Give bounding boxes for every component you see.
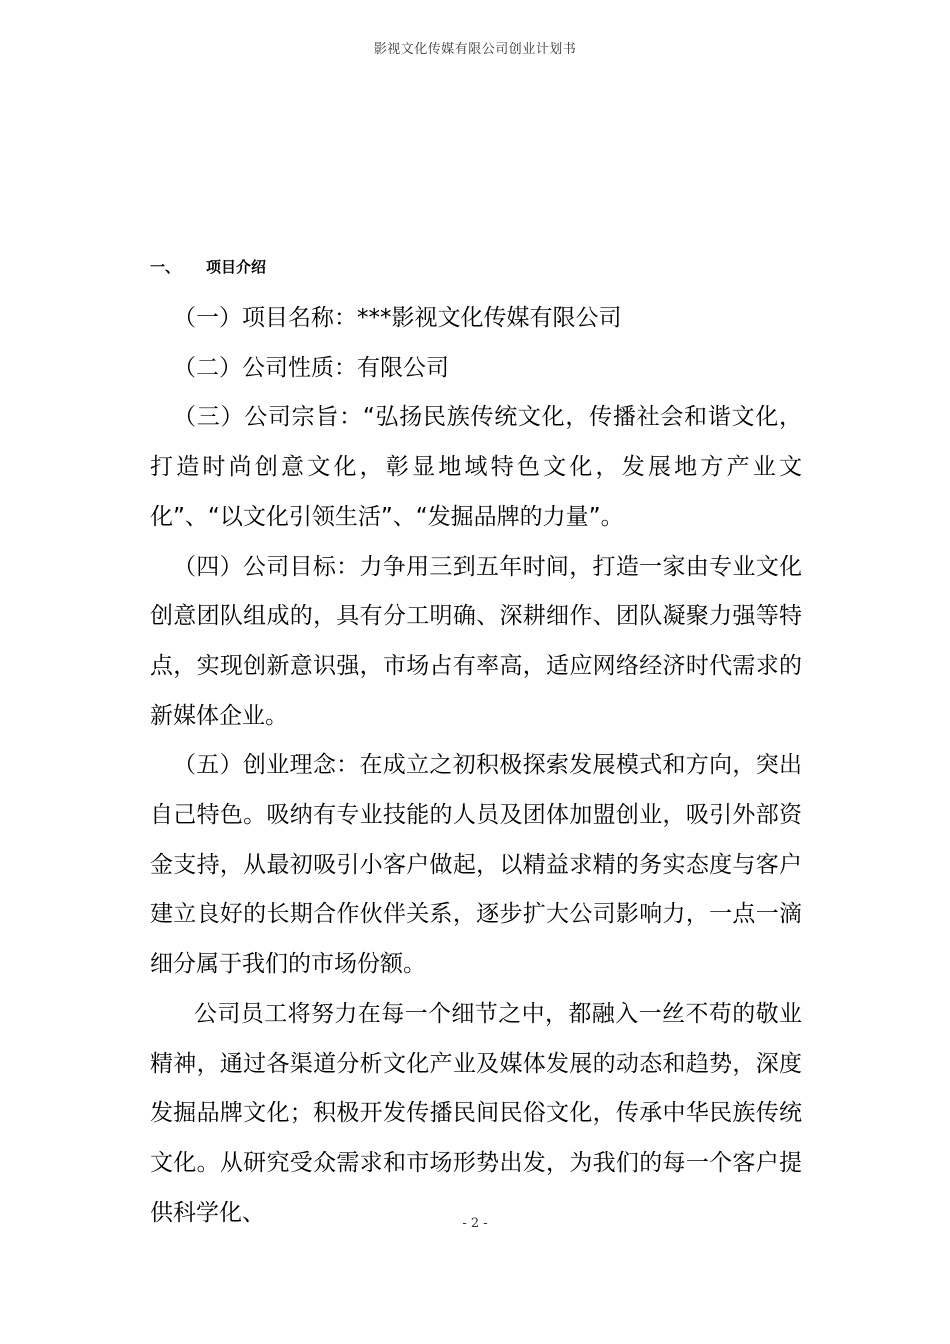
paragraph-company-type: （二）公司性质：有限公司 — [173, 354, 449, 381]
paragraph-business-philosophy: （五）创业理念：在成立之初积极探索发展模式和方向，突出自己特色。吸纳有专业技能的人员及团体加盟创业，吸引外部资金支持，从最初吸引小客户做起，以精益求精的务实态度与客户建立良好的长期合作伙伴关系，逐步扩大公司影响力，一点一滴细分属于我们的市场份额。 — [150, 752, 802, 978]
paragraph-company-mission: （三）公司宗旨：“弘扬民族传统文化，传播社会和谐文化，打造时尚创意文化，彰显地域特色文化，发展地方产业文化”、“以文化引领生活”、“发掘品牌的力量”。 — [150, 404, 802, 530]
paragraph-project-name: （一）项目名称：***影视文化传媒有限公司 — [173, 305, 622, 331]
paragraph-company-goal: （四）公司目标：力争用三到五年时间，打造一家由专业文化创意团队组成的，具有分工明确、深耕细作、团队凝聚力强等特点，实现创新意识强，市场占有率高，适应网络经济时代需求的新媒体企业。 — [150, 553, 802, 729]
section-number: 一、 — [150, 258, 181, 276]
page-header: 影视文化传媒有限公司创业计划书 — [373, 42, 577, 57]
document-body — [150, 294, 802, 1238]
section-heading — [150, 256, 266, 277]
section-title: 项目介绍 — [206, 258, 267, 276]
paragraph-staff-commitment: 公司员工将努力在每一个细节之中，都融入一丝不苟的敬业精神，通过各渠道分析文化产业及媒体发展的动态和趋势，深度发掘品牌文化；积极开发传播民间民俗文化，传承中华民族传统文化。从研究受众需求和市场形势出发，为我们的每一个客户提供科学化、 — [150, 1000, 802, 1226]
page-number: - 2 - — [462, 1216, 488, 1231]
